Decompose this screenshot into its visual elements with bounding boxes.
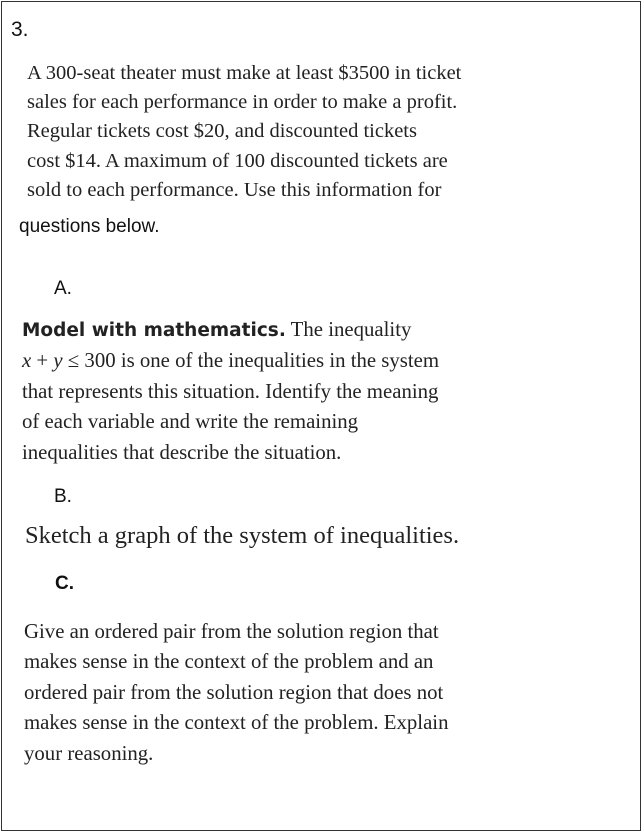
part-c-line: makes sense in the context of the problem and an: [24, 650, 434, 674]
math-rest: ≤ 300 is one of the inequalities in the system: [62, 349, 440, 373]
math-var-y: y: [53, 349, 63, 373]
intro-line: Regular tickets cost $20, and discounted tickets: [27, 120, 417, 143]
intro-tail: questions below.: [19, 216, 160, 237]
part-a-line1-rest: The inequality: [285, 318, 412, 341]
math-var-x: x: [22, 349, 32, 373]
question-number: 3.: [11, 18, 29, 41]
part-a-math-line: [22, 346, 622, 376]
part-c-text: [24, 617, 624, 769]
part-a-line: inequalities that describe the situation.: [22, 440, 342, 464]
part-b-label: B.: [54, 486, 72, 507]
part-a-text: [22, 315, 622, 468]
part-c-line: your reasoning.: [24, 741, 154, 765]
part-a-lead: Model with mathematics.: [22, 320, 286, 341]
part-a-line: of each variable and write the remaining: [22, 410, 359, 434]
intro-line: sales for each performance in order to make a profit.: [27, 91, 458, 114]
question-card: [1, 1, 641, 831]
part-a-label: A.: [54, 278, 72, 299]
part-c-line: ordered pair from the solution region that does not: [24, 680, 444, 704]
part-a-line: that represents this situation. Identify the meaning: [22, 379, 439, 403]
part-a-line: [22, 315, 622, 346]
part-c-line: makes sense in the context of the problem. Explain: [24, 711, 449, 735]
intro-line: sold to each performance. Use this information for: [27, 178, 442, 201]
intro-line: cost $14. A maximum of 100 discounted tickets are: [27, 149, 448, 172]
intro-line: A 300-seat theater must make at least $3500 in ticket: [27, 62, 462, 84]
part-c-line: Give an ordered pair from the solution region that: [24, 620, 439, 643]
part-b-text: Sketch a graph of the system of inequalities.: [25, 522, 460, 549]
part-c-label: C.: [55, 573, 74, 594]
math-plus: +: [31, 349, 54, 373]
question-intro: [27, 59, 587, 205]
